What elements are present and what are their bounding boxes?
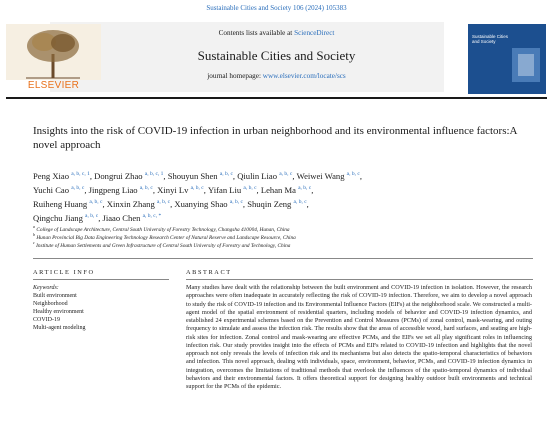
journal-cover-icon[interactable]	[468, 24, 546, 94]
homepage-prefix: journal homepage:	[207, 72, 261, 80]
author-name[interactable]: Shouyun Shen	[167, 170, 218, 181]
author-list	[33, 168, 523, 224]
author-affiliation-marks[interactable]: a, b, c	[298, 185, 312, 192]
author-name[interactable]: Xinyi Lv	[157, 184, 189, 195]
article-title: Insights into the risk of COVID-19 infection in urban neighborhood and its environmental influence factors:A novel approach	[33, 125, 517, 151]
author-line: Ruiheng Huang $^{a, b, c}$, Xinxin Zhang $^{a, b, c}$, Xuanying Shao $^{a, b, c}$, Shuqin Zeng $^{a, b, c}$,	[33, 198, 311, 209]
journal-title[interactable]: Sustainable Cities and Society	[197, 48, 356, 63]
author-affiliation-marks[interactable]: a, b, c	[229, 199, 243, 206]
header-rule	[6, 97, 547, 99]
author-name[interactable]: Shuqin Zeng	[247, 198, 292, 209]
contents-prefix: Contents lists available at	[218, 29, 293, 37]
keywords-label: Keywords:	[33, 285, 59, 291]
author-affiliation-marks[interactable]: a, b, c	[71, 185, 85, 192]
author-affiliation-marks[interactable]: a, b, c	[279, 171, 293, 177]
article-info-rule	[33, 279, 169, 280]
author-name[interactable]: Ruiheng Huang	[33, 198, 88, 209]
cover-title: Sustainable Cities and Society	[472, 34, 509, 44]
author-name[interactable]: Qiulin Liao	[237, 170, 278, 181]
author-name[interactable]: Weiwei Wang	[296, 170, 345, 181]
author-affiliation-marks[interactable]: a, b, c	[89, 199, 103, 206]
author-affiliation-marks[interactable]: a, b, c, 1	[71, 171, 90, 177]
author-name[interactable]: Yifan Liu	[208, 184, 242, 195]
journal-reference[interactable]: Sustainable Cities and Society 106 (2024) 105383	[206, 4, 347, 12]
keyword: Multi-agent modeling	[33, 325, 86, 331]
author-affiliation-marks[interactable]: a, b, c	[346, 171, 360, 177]
author-affiliation-marks[interactable]: a, b, c	[156, 199, 171, 206]
author-affiliation-marks[interactable]: a, b, c	[139, 185, 153, 192]
abstract-rule	[186, 279, 533, 280]
author-name[interactable]: Jingpeng Liao	[88, 184, 138, 195]
affiliation-rule	[33, 258, 533, 259]
keyword: Healthy environment	[33, 309, 84, 315]
author-line: Yuchi Cao $^{a, b, c}$, Jingpeng Liao $^{a, b, c}$, Xinyi Lv $^{a, b, c}$, Yifan Liu $^{a, b, c}$, Lehan Ma $^{a, b, c}$,	[33, 184, 316, 195]
affiliation-b: $^b$ Hunan Provincial Big Data Engineering Technology Research Center of Natural Reserve and Landscape Resource, China	[33, 232, 296, 241]
author-affiliation-marks[interactable]: a, b, c	[85, 213, 99, 220]
author-line: Qingchu Jiang $^{a, b, c}$, Jiaao Chen $^{a, b, c, *}$	[33, 213, 162, 224]
affiliation-a: $^a$ College of Landscape Architecture, Central South University of Forestry Technology, Changsha 410004, Hunan, China	[33, 224, 290, 233]
keyword: Neighborhood	[33, 301, 68, 307]
author-affiliation-marks[interactable]: a, b, c, *	[142, 213, 162, 220]
author-affiliation-marks[interactable]: a, b, c	[293, 199, 307, 206]
author-line: Peng Xiao $^{a, b, c, 1}$, Dongrui Zhao $^{a, b, c, 1}$, Shouyun Shen $^{a, b, c}$, Qiulin Liao $^{a, b, c}$, Weiwei Wang $^{a, b, c}$,	[33, 170, 365, 181]
author-affiliation-marks[interactable]: a, b, c	[219, 171, 233, 177]
author-name[interactable]: Xinxin Zhang	[106, 198, 155, 209]
keyword: COVID-19	[33, 317, 60, 323]
author-name[interactable]: Yuchi Cao	[33, 184, 70, 195]
author-name[interactable]: Qingchu Jiang	[33, 213, 83, 224]
author-affiliation-marks[interactable]: a, b, c, 1	[144, 171, 164, 177]
author-name[interactable]: Jiaao Chen	[102, 213, 141, 224]
publisher-logo-text: ELSEVIER	[27, 80, 80, 91]
author-name[interactable]: Dongrui Zhao	[94, 170, 143, 181]
author-affiliation-marks[interactable]: a, b, c	[190, 185, 204, 192]
keyword: Built environment	[33, 293, 77, 299]
author-name[interactable]: Lehan Ma	[260, 184, 296, 195]
author-name[interactable]: Xuanying Shao	[174, 198, 228, 209]
affiliation-c: $^c$ Institute of Human Settlements and Green Infrastructure of Central South University of Forestry and Technology, China	[33, 240, 291, 249]
author-affiliation-marks[interactable]: a, b, c	[243, 185, 257, 192]
article-info-heading: ARTICLE INFO	[33, 269, 95, 276]
abstract-heading: ABSTRACT	[186, 269, 232, 276]
sciencedirect-link[interactable]: ScienceDirect	[294, 29, 335, 37]
author-name[interactable]: Peng Xiao	[33, 170, 70, 181]
homepage-link[interactable]: www.elsevier.com/locate/scs	[262, 72, 346, 80]
abstract-text: Many studies have dealt with the relationship between the built environment and COVID-19 infection in isolation. However, the research approaches were often inadequate in accurately reflecting the risk of COVID-19 infection. Therefore, we aim to develop a novel approach to study the risk of COVID-19 infection and its Environmental Influence Factors (EIFs) at the neighborhood scale. We constructed a multi-agent model of the spatial environment of residential quarters, including models of behavior and COVID-19 infection dynamics, and established 24 experimental schemes based on the Prevention and Control Measures (PCMs) of zonal control, mask-wearing, and outing frequency to simulate and assess the infection risk. The results show that the areas of accessible wood, hard surfaces, and seating are high-risk sites for infection. Zonal control and mask-wearing are effective PCMs, and the EIFs we set all play significant roles in influencing infection risk. Our study provides insight into the effects of PCMs and EIFs related to COVID-19 infection and highlights that the novel approach not only reveals the levels of infection risk and its mechanisms but also detects the spatio-temporal characteristics of behaviors and infection. This novel approach, dealing with individuals, space, environment, behavior, PCMs, and COVID-19 infection dynamics in integration, overcomes the limitations of traditional methods that overlook the influences of the spatio-temporal dynamics of individual behaviors and their environmental factors. It offers theoretical support for designing healthy outdoor built environments and technical support for the PCMs of the epidemic.	[186, 284, 532, 390]
